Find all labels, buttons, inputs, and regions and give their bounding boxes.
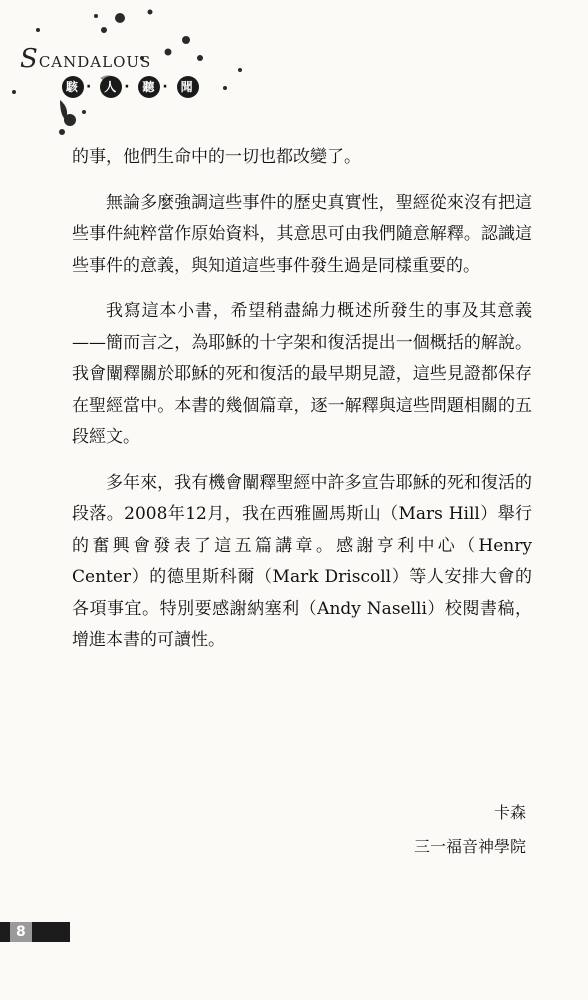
- signature-block: [414, 796, 526, 864]
- page-number-tab: [0, 922, 70, 942]
- page-number: 8: [10, 922, 32, 942]
- paragraph: 無論多麼強調這些事件的歷史真實性，聖經從來沒有把這些事件純粹當作原始資料，其意思可由我們隨意解釋。認識這些事件的意義，與知道這些事件發生過是同樣重要的。: [72, 192, 532, 276]
- brand-title: SCANDALOUS: [20, 44, 152, 74]
- body-text: [72, 142, 532, 671]
- paragraph: 多年來，我有機會闡釋聖經中許多宣告耶穌的死和復活的段落。2008年12月，我在西雅圖馬斯山（Mars Hill）舉行的奮興會發表了這五篇講章。感謝亨利中心（Henry Center）的德里斯科爾（Mark Driscoll）等人安排大會的各項事宜。特別要感謝納塞利（Andy Naselli）校閱書稿，增進本書的可讀性。: [72, 472, 532, 650]
- ink-splatter-icon: [0, 0, 260, 150]
- subtitle-char: 聞: [177, 76, 199, 98]
- subtitle-char: 駭: [62, 76, 84, 98]
- paragraph: 的事，他們生命中的一切也都改變了。: [72, 147, 361, 167]
- paragraph: 我寫這本小書，希望稍盡綿力概述所發生的事及其意義——簡而言之，為耶穌的十字架和復活提出一個概括的解說。我會闡釋關於耶穌的死和復活的最早期見證，這些見證都保存在聖經當中。本書的幾個篇章，逐一解釋與這些問題相關的五段經文。: [72, 301, 532, 447]
- series-logo: [0, 0, 260, 150]
- series-subtitle: 駭 · 人 · 聽 · 聞: [62, 76, 201, 98]
- subtitle-char: 人: [100, 76, 122, 98]
- author-name: 卡森: [493, 803, 526, 822]
- subtitle-char: 聽: [138, 76, 160, 98]
- author-institution: 三一福音神學院: [413, 837, 526, 856]
